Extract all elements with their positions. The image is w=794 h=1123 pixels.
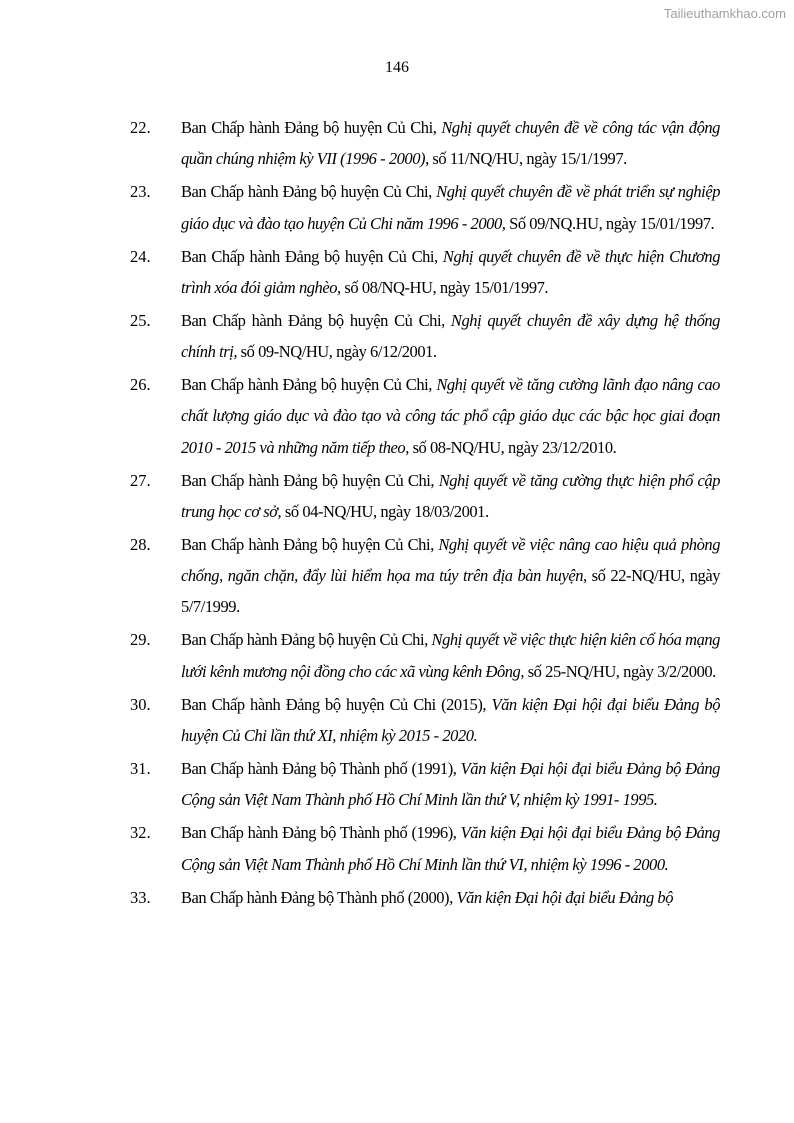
reference-author: Ban Chấp hành Đảng bộ huyện Củ Chi, — [181, 182, 437, 202]
reference-number: 29. — [130, 630, 151, 650]
reference-title: Nghị quyết về tăng cường lãnh đạo nâng cao chất lượng giáo dục và đào tạo và công tác phổ cập giáo dục các bậc học giai đoạn 2010 - 2015 và những năm tiếp theo, — [181, 375, 720, 457]
reference-item — [130, 753, 720, 815]
reference-title: Văn kiện Đại hội đại biểu Đảng bộ — [456, 887, 674, 907]
reference-number: 33. — [130, 887, 151, 907]
reference-title: Nghị quyết chuyên đề xây dựng hệ thống chính trị, — [181, 310, 720, 362]
reference-author: Ban Chấp hành Đảng bộ huyện Củ Chi, — [181, 375, 437, 395]
reference-item — [130, 465, 720, 527]
reference-title: Nghị quyết chuyên đề về thực hiện Chương trình xóa đói giảm nghèo, — [181, 246, 720, 297]
reference-title: Văn kiện Đại hội đại biểu Đảng bộ huyện Củ Chi lần thứ XI, nhiệm kỳ 2015 - 2020. — [181, 694, 720, 745]
reference-item — [130, 112, 720, 174]
reference-author: Ban Chấp hành Đảng bộ Thành phố (1996), — [181, 823, 461, 843]
reference-item — [130, 817, 720, 879]
reference-author: Ban Chấp hành Đảng bộ huyện Củ Chi, — [181, 118, 442, 137]
reference-author: Ban Chấp hành Đảng bộ Thành phố (2000), — [181, 887, 457, 907]
reference-list — [130, 112, 720, 915]
watermark: Tailieuthamkhao.com — [663, 6, 786, 21]
reference-author: Ban Chấp hành Đảng bộ huyện Củ Chi, — [181, 470, 439, 490]
reference-details: số 11/NQ/HU, ngày 15/1/1997. — [428, 149, 627, 169]
reference-author: Ban Chấp hành Đảng bộ Thành phố (1991), — [181, 759, 461, 779]
reference-item — [130, 624, 720, 686]
reference-details: số 22-NQ/HU, ngày 5/7/1999. — [181, 566, 720, 617]
reference-author: Ban Chấp hành Đảng bộ huyện Củ Chi, — [181, 534, 439, 554]
reference-item — [130, 689, 720, 751]
reference-number: 25. — [130, 310, 151, 330]
reference-author: Ban Chấp hành Đảng bộ huyện Củ Chi, — [181, 630, 432, 650]
reference-title: Nghị quyết chuyên đề về công tác vận động quần chúng nhiệm kỳ VII (1996 - 2000), — [181, 118, 720, 169]
reference-number: 26. — [130, 375, 151, 395]
reference-number: 23. — [130, 182, 151, 202]
reference-details: số 08-NQ/HU, ngày 23/12/2010. — [408, 437, 617, 457]
reference-title: Văn kiện Đại hội đại biểu Đảng bộ Đảng Cộng sản Việt Nam Thành phố Hồ Chí Minh lần thứ V, nhiệm kỳ 1991- 1995. — [181, 759, 720, 810]
reference-details: Số 09/NQ.HU, ngày 15/01/1997. — [505, 213, 715, 233]
reference-number: 32. — [130, 823, 151, 843]
reference-author: Ban Chấp hành Đảng bộ huyện Củ Chi (2015), — [181, 694, 492, 714]
reference-number: 31. — [130, 759, 151, 779]
page-number: 146 — [385, 59, 409, 76]
reference-number: 27. — [130, 470, 151, 490]
reference-details: , số 25-NQ/HU, ngày 3/2/2000. — [520, 661, 716, 681]
reference-title: Nghị quyết về tăng cường thực hiện phổ cập trung học cơ sở, — [181, 470, 720, 521]
reference-item — [130, 369, 720, 463]
reference-item — [130, 882, 720, 913]
reference-number: 22. — [130, 118, 151, 137]
reference-title: Nghị quyết chuyên đề về phát triển sự nghiệp giáo dục và đào tạo huyện Củ Chi năm 1996 - 2000, — [181, 182, 720, 233]
reference-details: số 08/NQ-HU, ngày 15/01/1997. — [340, 277, 549, 297]
reference-number: 30. — [130, 694, 151, 714]
reference-item — [130, 305, 720, 367]
reference-title: Văn kiện Đại hội đại biểu Đảng bộ Đảng Cộng sản Việt Nam Thành phố Hồ Chí Minh lần thứ VI, nhiệm kỳ 1996 - 2000. — [181, 823, 720, 874]
reference-item — [130, 176, 720, 238]
reference-title: Nghị quyết về việc thực hiện kiên cố hóa mạng lưới kênh mương nội đồng cho các xã vùng kênh Đông — [181, 630, 720, 681]
reference-number: 28. — [130, 534, 151, 554]
reference-number: 24. — [130, 246, 151, 266]
reference-item — [130, 241, 720, 303]
reference-author: Ban Chấp hành Đảng bộ huyện Củ Chi, — [181, 246, 443, 266]
reference-details: số 04-NQ/HU, ngày 18/03/2001. — [281, 501, 489, 521]
reference-item — [130, 529, 720, 623]
reference-author: Ban Chấp hành Đảng bộ huyện Củ Chi, — [181, 310, 451, 330]
reference-title: Nghị quyết về việc nâng cao hiệu quả phòng chống, ngăn chặn, đẩy lùi hiểm họa ma túy trên địa bàn huyện, — [181, 534, 720, 586]
reference-details: số 09-NQ/HU, ngày 6/12/2001. — [237, 342, 437, 362]
